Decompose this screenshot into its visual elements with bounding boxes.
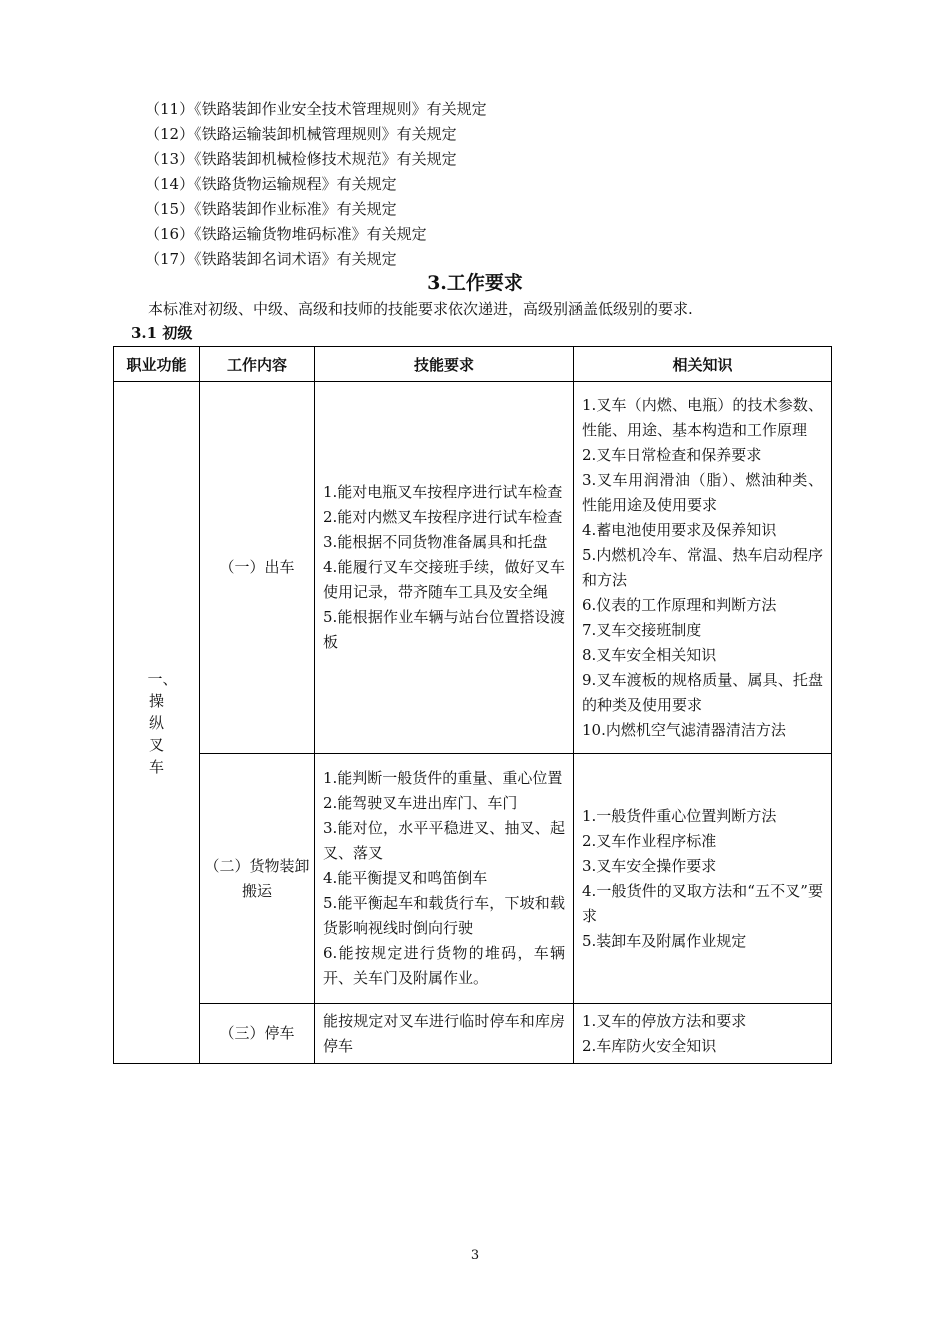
list-item: 9.叉车渡板的规格质量、属具、托盘的种类及使用要求 <box>582 670 823 714</box>
list-item: 7.叉车交接班制度 <box>582 620 702 639</box>
list-item: 2.叉车日常检查和保养要求 <box>582 445 762 464</box>
function-cell <box>114 382 200 1064</box>
list-item: 10.内燃机空气滤清器清洁方法 <box>582 720 786 739</box>
reference-item: （12）《铁路运输装卸机械管理规则》有关规定 <box>145 125 457 143</box>
list-item: 1.叉车（内燃、电瓶）的技术参数、性能、用途、基本构造和工作原理 <box>582 395 823 439</box>
list-item: 1.能对电瓶叉车按程序进行试车检查 <box>323 483 563 501</box>
column-header: 技能要求 <box>315 347 574 382</box>
list-item: 1.一般货件重心位置判断方法 <box>582 806 777 825</box>
skills-cell <box>315 754 574 1004</box>
work-cell: （二）货物装卸搬运 <box>200 754 315 1004</box>
list-item: 2.能对内燃叉车按程序进行试车检查 <box>323 508 563 526</box>
table-row <box>114 1004 832 1064</box>
list-item: 5.能根据作业车辆与站台位置搭设渡板 <box>323 608 565 651</box>
skills-cell <box>315 382 574 754</box>
list-item: 1.叉车的停放方法和要求 <box>582 1011 747 1030</box>
reference-item: （15）《铁路装卸作业标准》有关规定 <box>145 200 397 218</box>
column-header: 相关知识 <box>574 347 832 382</box>
reference-list <box>145 97 487 272</box>
list-item: 5.内燃机冷车、常温、热车启动程序和方法 <box>582 545 823 589</box>
reference-item: （14）《铁路货物运输规程》有关规定 <box>145 175 397 193</box>
list-item: 1.能判断一般货件的重量、重心位置 <box>323 769 563 787</box>
list-item: 4.一般货件的叉取方法和“五不叉”要求 <box>582 881 823 925</box>
reference-item: （13）《铁路装卸机械检修技术规范》有关规定 <box>145 150 457 168</box>
list-item: 3.叉车安全操作要求 <box>582 856 717 875</box>
list-item: 5.能平衡起车和载货行车，下坡和载货影响视线时倒向行驶 <box>323 894 565 937</box>
list-item: 6.能按规定进行货物的堆码，车辆开、关车门及附属作业。 <box>323 944 565 987</box>
section-title: 3.工作要求 <box>427 272 523 294</box>
reference-item: （16）《铁路运输货物堆码标准》有关规定 <box>145 225 427 243</box>
skills-cell <box>315 1004 574 1064</box>
knowledge-cell <box>574 382 832 754</box>
list-item: 3.能对位，水平平稳进叉、抽叉、起叉、落叉 <box>323 819 565 862</box>
subsection-title: 3.1 初级 <box>131 324 193 342</box>
list-item: 4.蓄电池使用要求及保养知识 <box>582 520 777 539</box>
list-item: 8.叉车安全相关知识 <box>582 645 717 664</box>
column-header: 工作内容 <box>200 347 315 382</box>
list-item: 2.叉车作业程序标准 <box>582 831 717 850</box>
list-item: 6.仪表的工作原理和判断方法 <box>582 595 777 614</box>
intro-paragraph: 本标准对初级、中级、高级和技师的技能要求依次递进，高级别涵盖低级别的要求. <box>148 300 693 318</box>
list-item: 5.装卸车及附属作业规定 <box>582 931 747 950</box>
table-header-row <box>114 347 832 382</box>
table-row <box>114 382 832 754</box>
skills-table <box>113 346 832 1064</box>
list-item: 2.能驾驶叉车进出库门、车门 <box>323 794 518 812</box>
list-item: 4.能履行叉车交接班手续，做好叉车使用记录，带齐随车工具及安全绳 <box>323 558 565 601</box>
knowledge-cell <box>574 1004 832 1064</box>
reference-item: （17）《铁路装卸名词术语》有关规定 <box>145 250 397 268</box>
list-item: 3.能根据不同货物准备属具和托盘 <box>323 533 548 551</box>
page-number: 3 <box>470 1248 480 1263</box>
column-header: 职业功能 <box>114 347 200 382</box>
work-cell: （三）停车 <box>200 1004 315 1064</box>
list-item: 3.叉车用润滑油（脂）、燃油种类、性能用途及使用要求 <box>582 470 823 514</box>
function-label: 一、操纵叉车 <box>147 669 178 776</box>
table-row <box>114 754 832 1004</box>
reference-item: （11）《铁路装卸作业安全技术管理规则》有关规定 <box>145 100 487 118</box>
list-item: 能按规定对叉车进行临时停车和库房停车 <box>323 1011 565 1055</box>
list-item: 2.车库防火安全知识 <box>582 1036 717 1055</box>
work-cell: （一）出车 <box>200 382 315 754</box>
knowledge-cell <box>574 754 832 1004</box>
list-item: 4.能平衡提叉和鸣笛倒车 <box>323 869 488 887</box>
